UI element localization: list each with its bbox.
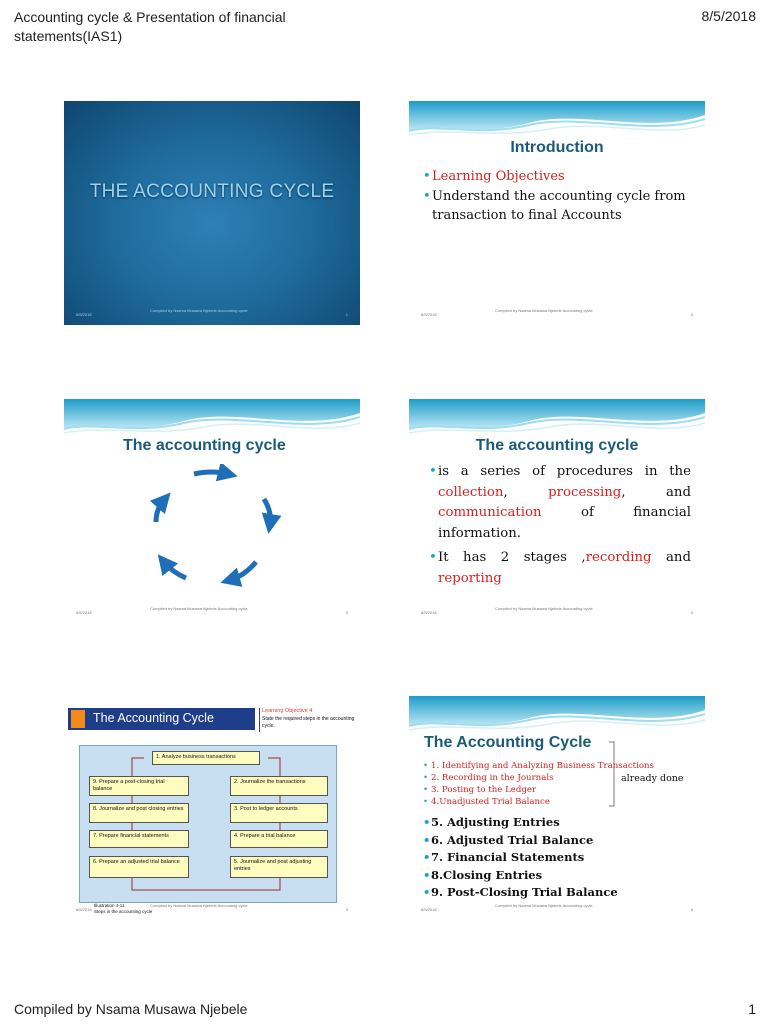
slide-footer-number: 6 xyxy=(690,907,693,912)
cycle-arrow-icon xyxy=(264,499,270,524)
slide-title: The accounting cycle xyxy=(475,437,639,454)
slide-footer-credit: Compiled by Nsama Musawa Njebele Accounting cycle xyxy=(495,308,593,313)
slide-footer-credit: Compiled by Nsama Musawa Njebele Accounting cycle xyxy=(150,903,248,908)
slide-footer xyxy=(64,903,360,917)
slide-title: The accounting cycle xyxy=(123,437,286,454)
slide-footer xyxy=(64,606,360,620)
slide-footer-date: 8/5/2018 xyxy=(76,907,92,912)
step-box: 5. Journalize and post adjusting entries xyxy=(230,856,328,878)
bullet-item: • 5. Adjusting Entries xyxy=(423,814,618,832)
step-box: 6. Prepare an adjusted trial balance xyxy=(89,856,189,878)
completed-steps-list xyxy=(423,760,654,808)
slide-title: The Accounting Cycle xyxy=(424,734,592,751)
bullet-item: • 7. Financial Statements xyxy=(423,849,618,867)
bullet-item: • 3. Posting to the Ledger xyxy=(423,784,654,796)
slide-3 xyxy=(64,399,360,623)
step-box: 3. Post to ledger accounts xyxy=(230,803,328,823)
learning-objective-label: Learning Objective 4 xyxy=(262,708,313,714)
slide-footer-date: 8/5/2018 xyxy=(421,610,437,615)
bullet-item: • 6. Adjusted Trial Balance xyxy=(423,832,618,850)
slide-title: Introduction xyxy=(510,139,604,156)
cycle-arrow-icon xyxy=(230,562,256,580)
slide-1 xyxy=(64,101,360,325)
remaining-steps-list xyxy=(423,814,618,902)
slide-footer xyxy=(409,308,705,322)
wave-header-graphic xyxy=(409,101,705,141)
wave-header-graphic xyxy=(409,696,705,736)
cycle-arrow-icon xyxy=(156,500,164,522)
bullet-item: • is a series of procedures in the collection, processing, and communication of financial information. xyxy=(429,462,691,544)
slide-footer-date: 8/5/2018 xyxy=(421,312,437,317)
slide-footer-date: 8/5/2018 xyxy=(76,610,92,615)
slide-2 xyxy=(409,101,705,325)
step-box: 4. Prepare a trial balance xyxy=(230,830,328,848)
slide-footer xyxy=(409,606,705,620)
slide-footer-number: 1 xyxy=(345,312,348,317)
bullet-item: • Understand the accounting cycle from transaction to final Accounts xyxy=(423,187,693,226)
slide-footer-number: 5 xyxy=(345,907,348,912)
slide-footer-number: 2 xyxy=(690,312,693,317)
bullet-item: • 9. Post-Closing Trial Balance xyxy=(423,884,618,902)
divider xyxy=(259,708,260,732)
step-box: 9. Prepare a post-closing trial balance xyxy=(89,776,189,796)
cycle-arrow-icon xyxy=(164,562,186,578)
slide-6 xyxy=(409,696,705,920)
bullet-item: • 1. Identifying and Analyzing Business Transactions xyxy=(423,760,654,772)
slide-footer-date: 8/5/2018 xyxy=(421,907,437,912)
slide-title: THE ACCOUNTING CYCLE xyxy=(89,181,335,202)
document-footer: Compiled by Nsama Musawa Njebele xyxy=(14,1001,248,1017)
slide-footer-number: 4 xyxy=(690,610,693,615)
document-title: Accounting cycle & Presentation of financial statements(IAS1) xyxy=(14,9,286,44)
bullet-item: • 8.Closing Entries xyxy=(423,867,618,885)
slide-footer-credit: Compiled by Nsama Musawa Njebele Accounting cycle xyxy=(495,606,593,611)
slide-footer-credit: Compiled by Nsama Musawa Njebele Accounting cycle xyxy=(150,606,248,611)
illustration-caption: Illustration 4-11 Steps in the accounting cycle xyxy=(94,903,153,914)
bullet-item: • 4.Unadjusted Trial Balance xyxy=(423,796,654,808)
step-box: 8. Journalize and post closing entries xyxy=(89,803,189,823)
document-date: 8/5/2018 xyxy=(701,8,756,24)
slide-5 xyxy=(64,696,360,920)
page-number: 1 xyxy=(748,1001,756,1017)
step-box: 1. Analyze business transactions xyxy=(152,751,260,765)
title-banner xyxy=(68,708,255,730)
slide-4 xyxy=(409,399,705,623)
connector-lines xyxy=(80,746,336,902)
slide-footer-credit: Compiled by Nsama Musawa Njebele Accounting cycle xyxy=(495,903,593,908)
bullet-list xyxy=(429,462,691,589)
bullet-list xyxy=(423,167,693,226)
wave-header-graphic xyxy=(64,399,360,439)
slide-title: The Accounting Cycle xyxy=(93,711,214,725)
cycle-arrows-diagram xyxy=(144,464,284,594)
learning-objective-description: State the required steps in the accounting cycle. xyxy=(262,716,355,729)
banner-accent xyxy=(71,710,85,728)
step-box: 7. Prepare financial statements xyxy=(89,830,189,848)
step-box: 2. Journalize the transactions xyxy=(230,776,328,796)
cycle-steps-diagram xyxy=(79,745,337,903)
bullet-item: • 2. Recording in the Journals xyxy=(423,772,654,784)
slide-footer xyxy=(64,308,360,322)
slide-footer-number: 3 xyxy=(345,610,348,615)
bullet-item: • Learning Objectives xyxy=(423,167,693,187)
slide-footer-date: 8/5/2018 xyxy=(76,312,92,317)
slide-footer-credit: Compiled by Nsama Musawa Njebele Accounting cycle xyxy=(150,308,248,313)
wave-header-graphic xyxy=(409,399,705,439)
slide-footer xyxy=(409,903,705,917)
bullet-item: • It has 2 stages ,recording and reporting xyxy=(429,548,691,589)
cycle-arrow-icon xyxy=(194,472,228,474)
already-done-note: already done xyxy=(621,773,684,784)
